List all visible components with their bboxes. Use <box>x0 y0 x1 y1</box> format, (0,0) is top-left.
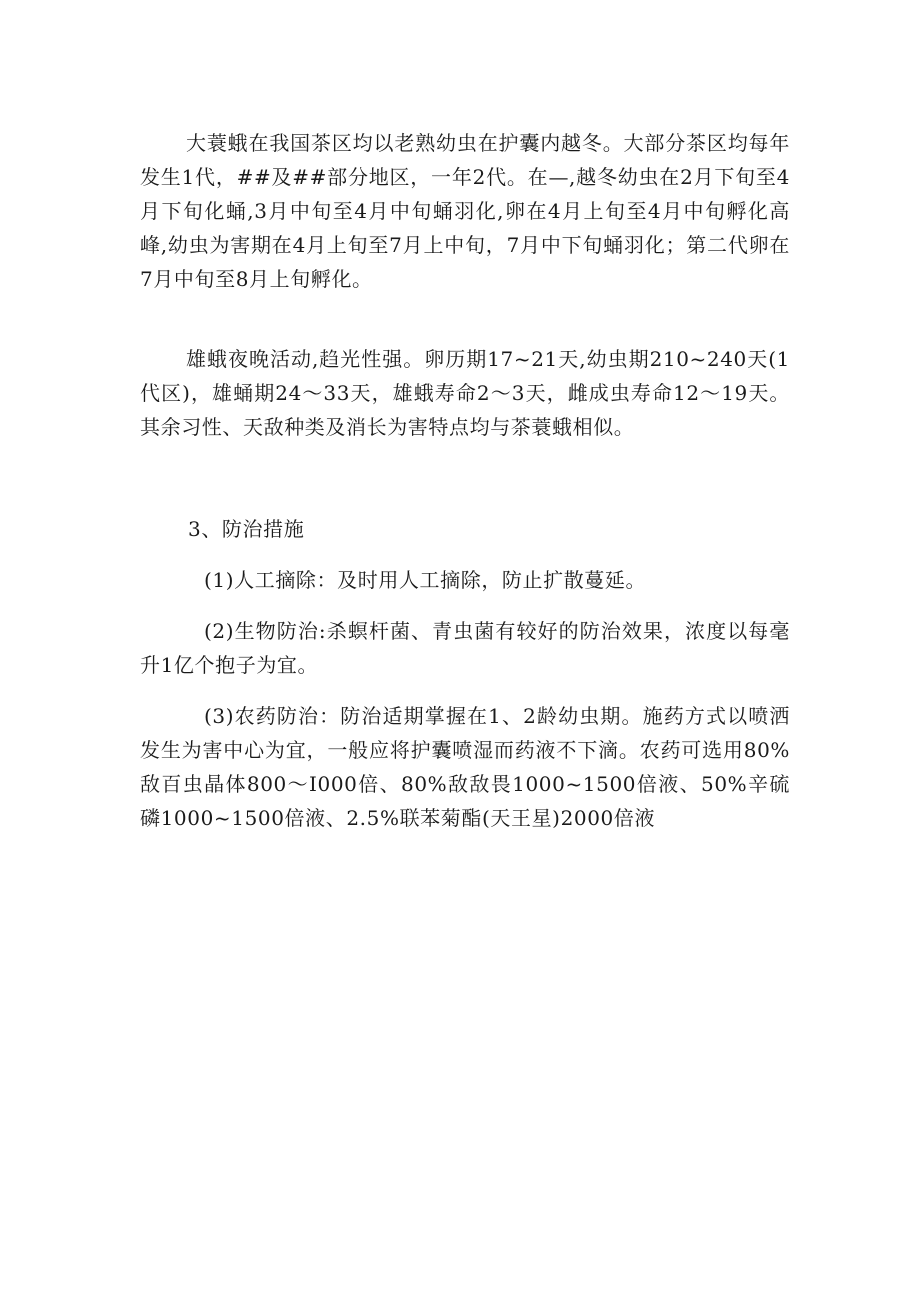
list-item-pesticide-control: (3)农药防治：防治适期掌握在1、2龄幼虫期。施药方式以喷洒发生为害中心为宜，一般应将护囊喷湿而药液不下滴。农药可选用80%敌百虫晶体800～I000倍、80%敌敌畏1000~1500倍液、50%辛硫磷1000~1500倍液、2.5%联苯菊酯(天王星)2000倍液 <box>140 704 790 830</box>
paragraph-habits: 雄蛾夜晚活动,趋光性强。卵历期17~21天,幼虫期210~240天(1代区)，雄蛹期24～33天，雄蛾寿命2～3天，雌成虫寿命12～19天。其余习性、天敌种类及消长为害特点均与茶蓑蛾相似。 <box>140 347 790 439</box>
list-item-manual-removal: (1)人工摘除：及时用人工摘除，防止扩散蔓延。 <box>204 568 647 592</box>
list-item-biological-control: (2)生物防治:杀螟杆菌、青虫菌有较好的防治效果，浓度以每毫升1亿个抱子为宜。 <box>140 619 790 677</box>
paragraph-overwintering: 大蓑蛾在我国茶区均以老熟幼虫在护囊内越冬。大部分茶区均每年发生1代，##及##部分地区，一年2代。在—,越冬幼虫在2月下旬至4月下旬化蛹,3月中旬至4月中旬蛹羽化,卵在4月上旬至4月中旬孵化高峰,幼虫为害期在4月上旬至7月上中旬，7月中下旬蛹羽化；第二代卵在7月中旬至8月上旬孵化。 <box>140 131 790 291</box>
section-heading-control-measures: 3、防治措施 <box>188 517 305 541</box>
